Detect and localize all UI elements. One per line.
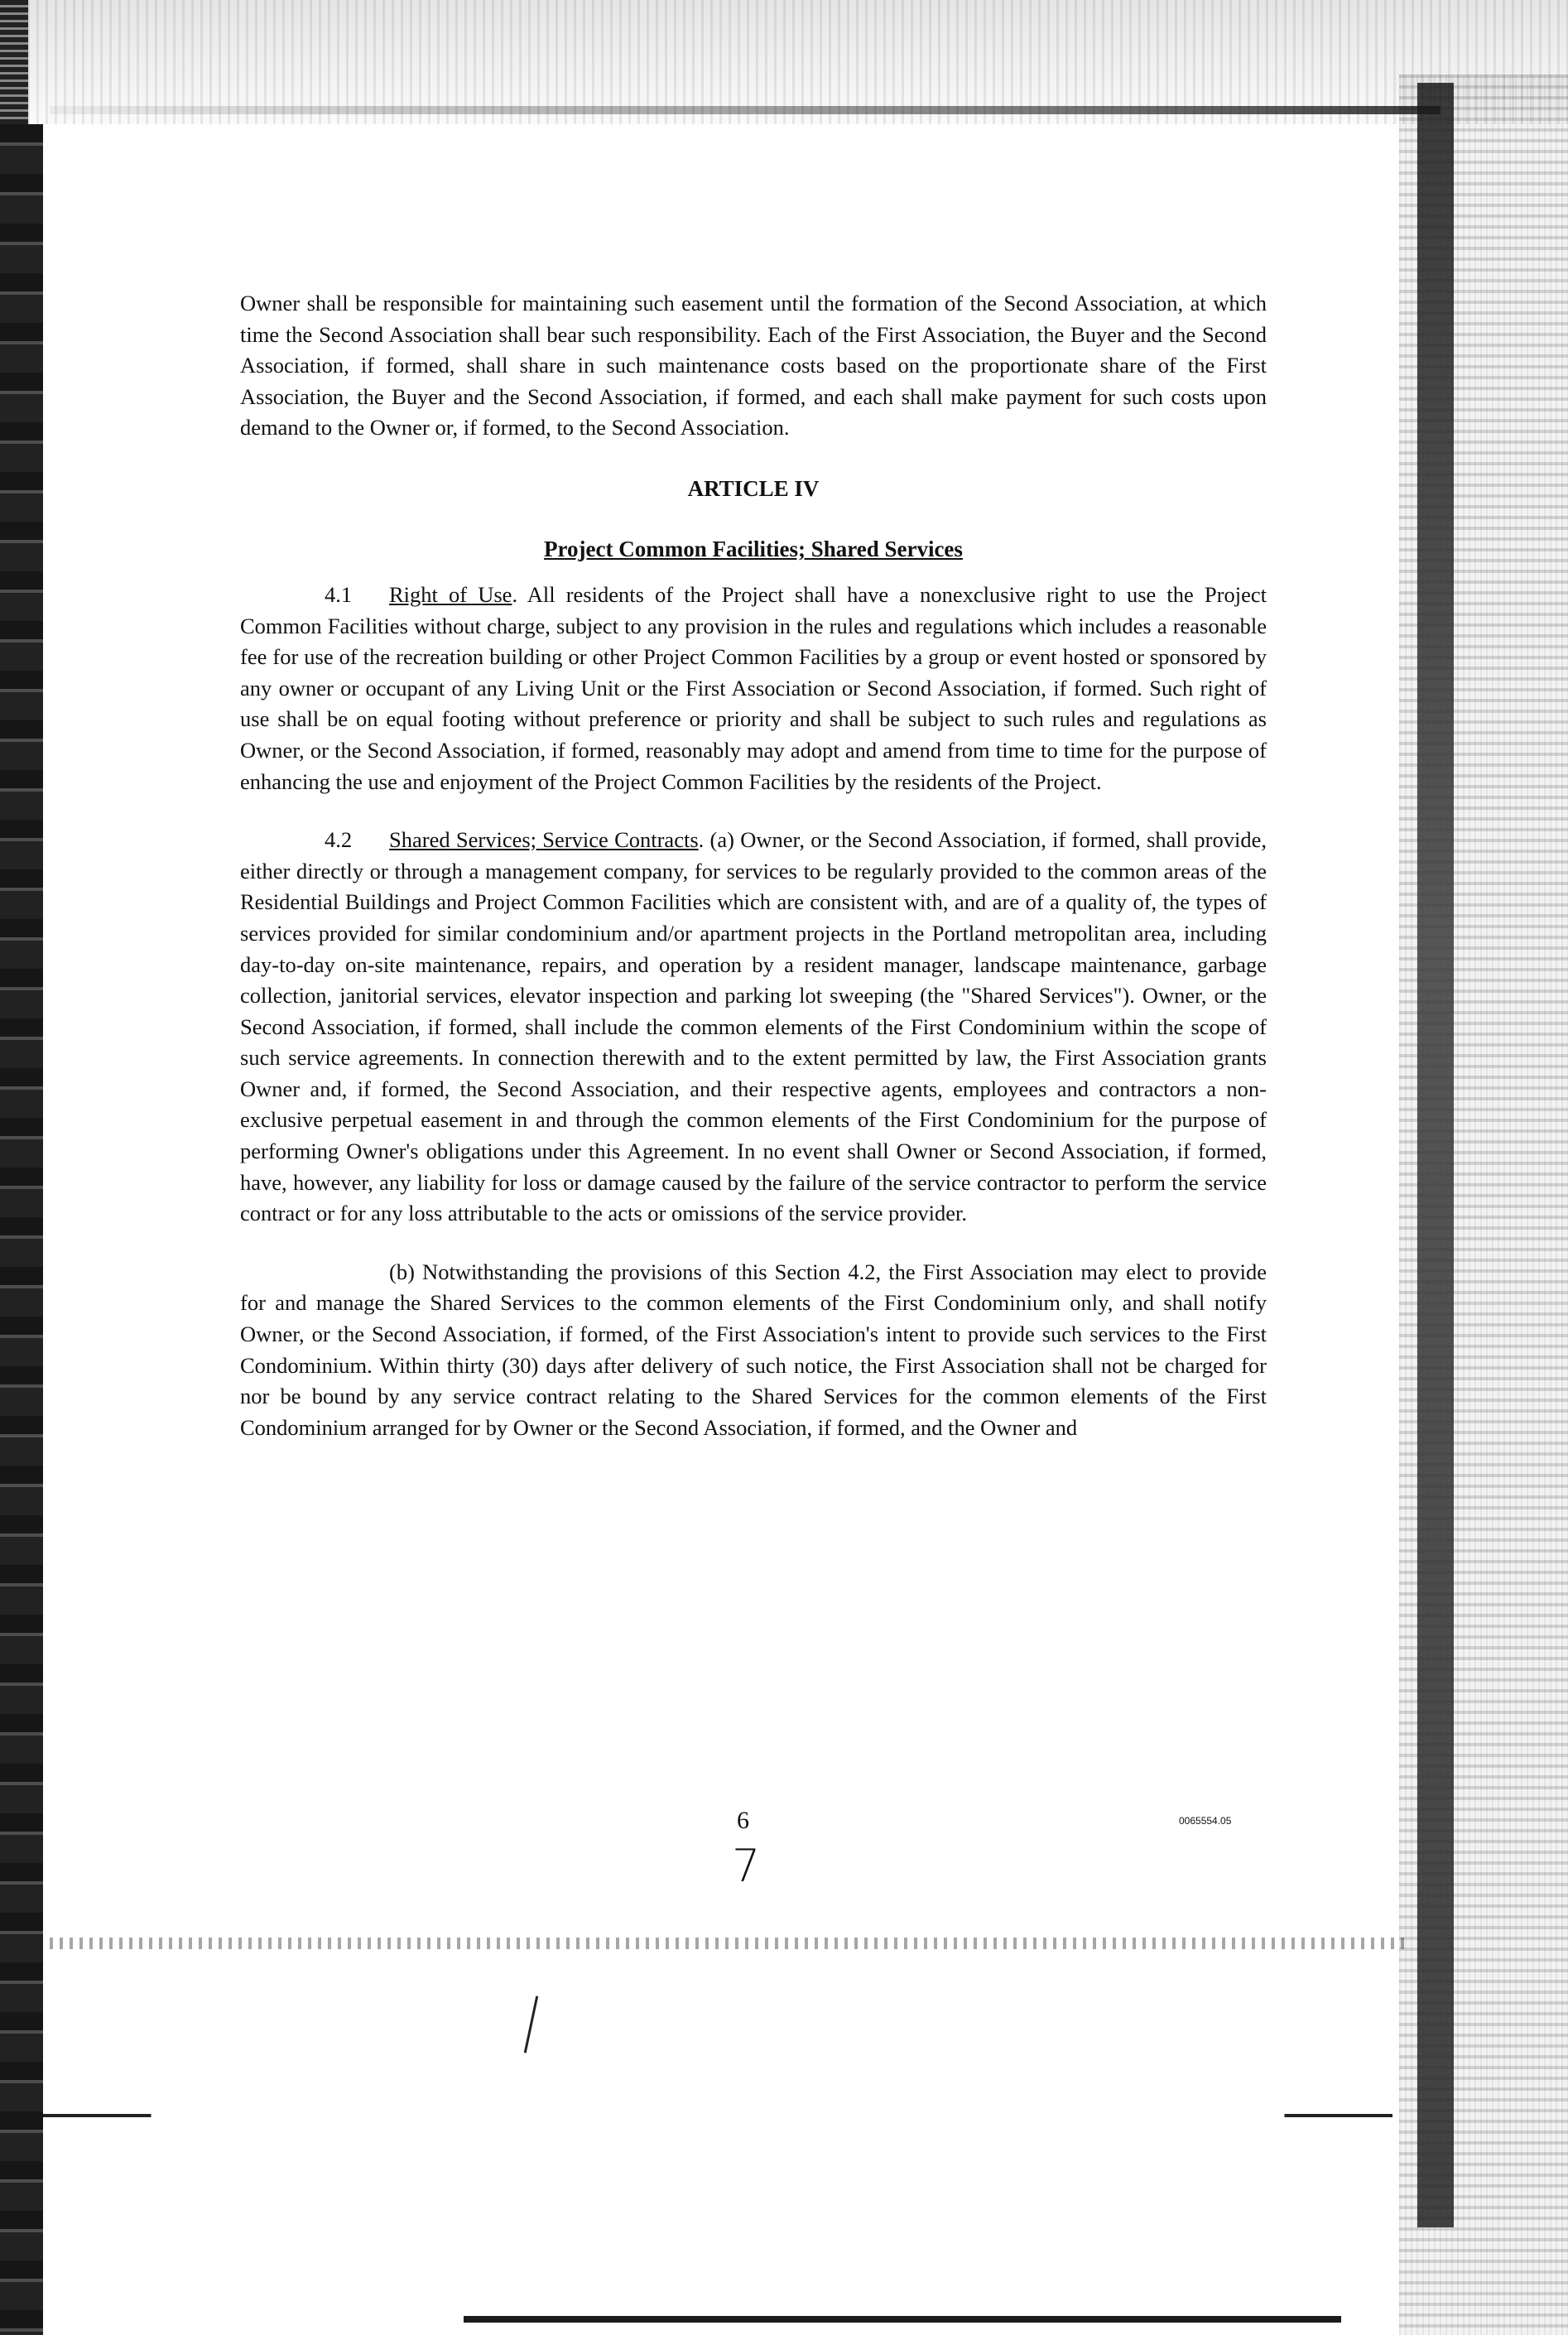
scan-artifact-bottom-rule bbox=[43, 2114, 1392, 2117]
section-4-1 bbox=[240, 580, 1267, 797]
scan-artifact-right-edge bbox=[1417, 83, 1454, 2227]
handwritten-page-number: 7 bbox=[732, 1840, 761, 1892]
section-4-2-b: (b) Notwithstanding the provisions of this Section 4.2, the First Association may elect to provide for and manage the Shared Services to the common elements of the First Condominium only, and shall notify Owner, or the Second Association, if formed, of the First Association's intent to provide such services to the First Condominium. Within thirty (30) days after delivery of such notice, the First Association shall not be charged for nor be bound by any service contract relating to the Shared Services for the common elements of the First Condominium arranged for by Owner or the Second Association, if formed, and the Owner and bbox=[240, 1259, 1267, 1440]
section-4-2 bbox=[240, 825, 1267, 1230]
opening-paragraph: Owner shall be responsible for maintaining such easement until the formation of the Second Association, at which time the Second Association shall bear such responsibility. Each of the First Association, the Buyer and the Second Association, if formed, shall share in such maintenance costs based on the proportionate share of the First Association, the Buyer and the Second Association, if formed, and each shall make payment for such costs upon demand to the Owner or, if formed, to the Second Association. bbox=[240, 291, 1267, 441]
section-4-1-number: 4.1 bbox=[325, 581, 353, 607]
section-4-1-title: Right of Use bbox=[389, 581, 512, 607]
document-code: 0065554.05 bbox=[1179, 1815, 1232, 1827]
scan-artifact-left-edge bbox=[0, 124, 43, 2335]
page-number: 6 bbox=[737, 1807, 749, 1834]
scan-artifact-top-rule bbox=[50, 106, 1441, 114]
section-4-2-text: . (a) Owner, or the Second Association, if formed, shall provide, either directly or through a management company, for services to be regularly provided to the common areas of the Residential Buildings and Project Common Facilities which are consistent with, and are of a quality of, the types of services provided for similar condominium and/or apartment projects in the Portland metropolitan area, including day-to-day on-site maintenance, repairs, and operation by a resident manager, landscape maintenance, garbage collection, janitorial services, elevator inspection and parking lot sweeping (the "Shared Services"). Owner, or the Second Association, if formed, shall include the common elements of the First Condominium within the scope of such service agreements. In connection therewith and to the extent permitted by law, the First Association grants Owner and, if formed, the Second Association, and their respective agents, employees and contractors a non-exclusive perpetual easement in and through the common elements of the First Condominium for the purpose of performing Owner's obligations under this Agreement. In no event shall Owner or Second Association, if formed, have, however, any liability for loss or damage caused by the failure of the service contractor to perform the service contract or for any loss attributable to the acts or omissions of the service provider. bbox=[240, 827, 1267, 1226]
scan-artifact-footer-rule bbox=[464, 2316, 1341, 2323]
article-heading: ARTICLE IV bbox=[687, 475, 820, 501]
section-4-2-number: 4.2 bbox=[325, 827, 353, 853]
section-4-1-text: . All residents of the Project shall have a nonexclusive right to use the Project Common Facilities without charge, subject to any provision in the rules and regulations which includes a reasonable fee for use of the recreation building or other Project Common Facilities by a group or event hosted or sponsored by any owner or occupant of any Living Unit or the First Association or Second Association, if formed. Such right of use shall be on equal footing without preference or priority and shall be subject to such rules and regulations as Owner, or the Second Association, if formed, reasonably may adopt and amend from time to time for the purpose of enhancing the use and enjoyment of the Project Common Facilities by the residents of the Project. bbox=[240, 581, 1267, 794]
section-4-2-title: Shared Services; Service Contracts bbox=[389, 827, 699, 853]
article-title: Project Common Facilities; Shared Services bbox=[544, 536, 963, 561]
scan-artifact-bottom-dots bbox=[50, 1938, 1407, 1949]
document-page bbox=[240, 288, 1267, 1443]
scan-artifact-pen-stroke bbox=[524, 1996, 538, 2053]
scan-artifact-left-top bbox=[0, 0, 28, 124]
